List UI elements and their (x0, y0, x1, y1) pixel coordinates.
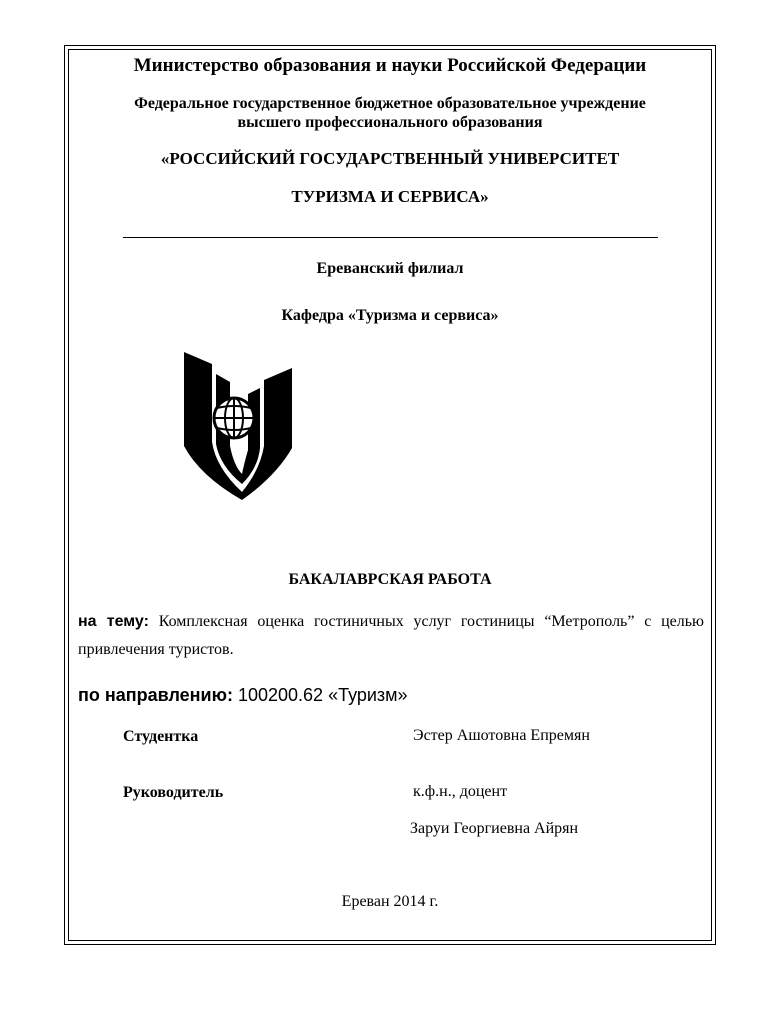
separator-rule (123, 237, 658, 238)
branch-name: Ереванский филиал (316, 260, 464, 277)
direction-line (78, 685, 408, 706)
student-name: Эстер Ашотовна Епремян (413, 727, 590, 744)
topic-label: на тему: (78, 613, 149, 630)
supervisor-title: к.ф.н., доцент (413, 783, 508, 800)
department-name: Кафедра «Туризма и сервиса» (281, 307, 499, 324)
university-emblem-icon (182, 350, 294, 502)
direction-value: 100200.62 «Туризм» (237, 685, 408, 705)
topic-paragraph (78, 608, 704, 664)
university-name-line-2: ТУРИЗМА И СЕРВИСА» (291, 187, 489, 206)
globe-icon (214, 398, 254, 438)
supervisor-label: Руководитель (123, 784, 224, 801)
ministry-title: Министерство образования и науки Российской Федерации (133, 55, 647, 76)
institution-line-1: Федеральное государственное бюджетное образовательное учреждение (134, 95, 646, 112)
supervisor-name: Заруи Георгиевна Айрян (410, 820, 579, 837)
city-year: Ереван 2014 г. (341, 893, 439, 910)
topic-text: Комплексная оценка гостиничных услуг гостиницы “Метрополь” с целью привлечения туристов. (78, 613, 705, 658)
work-type-title: БАКАЛАВРСКАЯ РАБОТА (288, 571, 492, 588)
page-border-inner (68, 49, 712, 941)
university-name-line-1: «РОССИЙСКИЙ ГОСУДАРСТВЕННЫЙ УНИВЕРСИТЕТ (160, 149, 620, 168)
institution-line-2: высшего профессионального образования (237, 114, 543, 131)
direction-label: по направлению: (78, 685, 233, 705)
student-label: Студентка (123, 728, 199, 745)
